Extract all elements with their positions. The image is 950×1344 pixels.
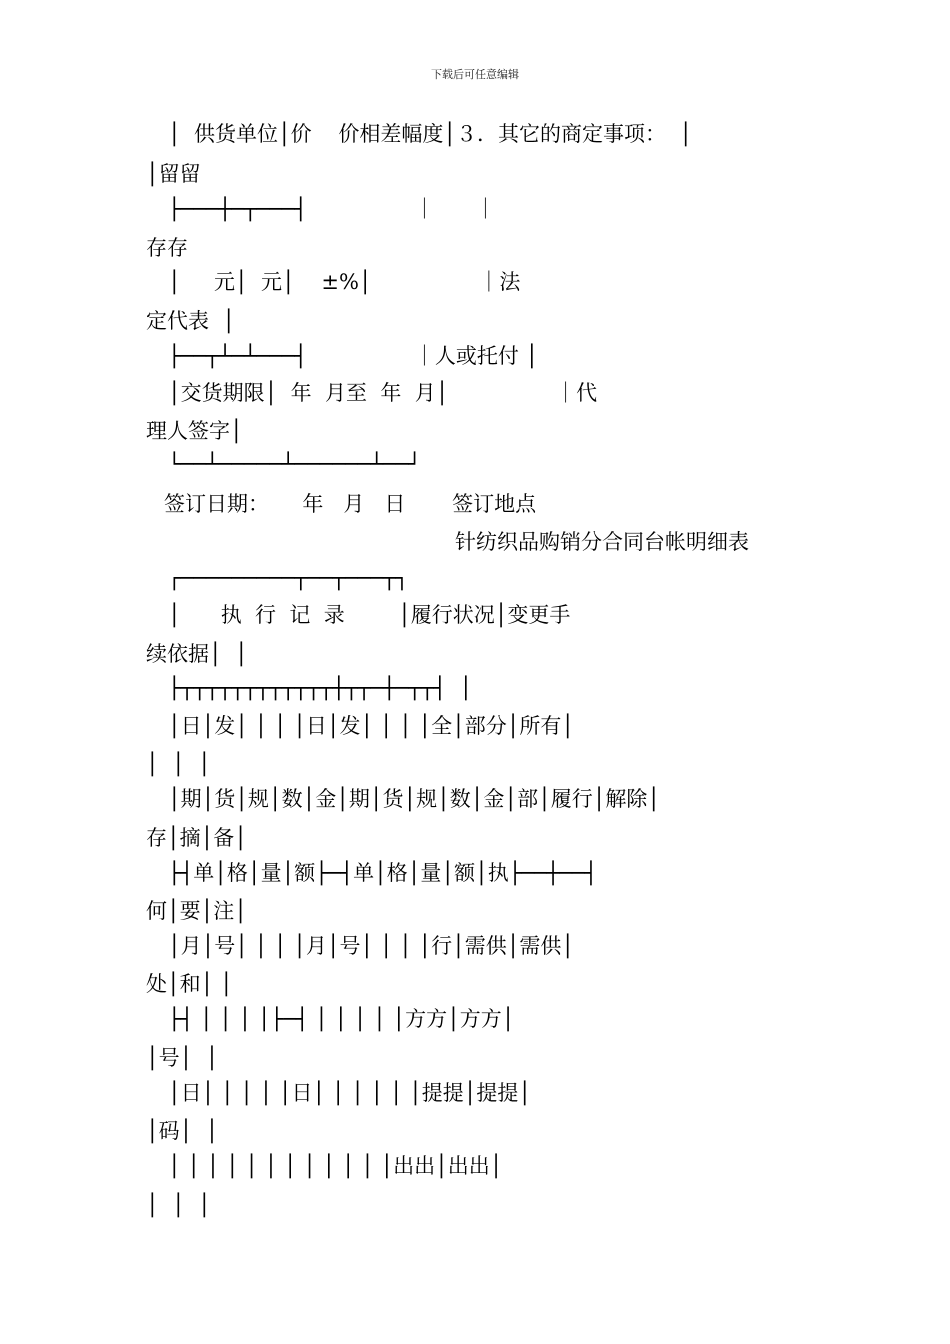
document-line: ├┬┬┬┬┬┬┬┬┬┬┬┬┼┬┬─┼─┬┬┤ │ xyxy=(168,676,473,700)
document-line: │日│ │ │ │ │日│ │ │ │ │ │提提│提提│ xyxy=(168,1081,532,1105)
document-line: 何│要│注│ xyxy=(146,899,247,923)
document-line: │交货期限│ 年 月至 年 月│ ｜代 xyxy=(168,381,598,405)
document-line: ┌─────────┬──┬───┬┐ xyxy=(168,566,409,590)
document-line: 存存 xyxy=(146,236,188,260)
document-line: │ 供货单位│价 价相差幅度│３．其它的商定事项： │ xyxy=(168,122,692,146)
document-line: 处│和│ │ xyxy=(146,972,233,996)
document-line: │期│货│规│数│金│期│货│规│数│金│部│履行│解除│ xyxy=(168,787,661,811)
document-line: │号│ │ xyxy=(146,1046,219,1070)
document-line: └──┴─────┴──────┴──┘ xyxy=(168,452,421,476)
document-line: │ 执 行 记 录 │履行状况│变更手 xyxy=(168,603,571,627)
document-line: 定代表 │ xyxy=(146,309,235,333)
document-line: │ │ │ xyxy=(146,1193,211,1217)
document-line: │ │ │ │ │ │ │ │ │ │ │ │出出│出出│ xyxy=(168,1154,503,1178)
document-line: │ │ │ xyxy=(146,752,211,776)
document-line: 签订日期： 年 月 日 签订地点 xyxy=(164,492,537,516)
document-line: 针纺织品购销分合同台帐明细表 xyxy=(455,530,749,554)
document-line: │月│号│ │ │ │月│号│ │ │ │行│需供│需供│ xyxy=(168,934,575,958)
document-line: ├───┼─┬───┤ ｜ ｜ xyxy=(168,197,496,221)
document-line: 存│摘│备│ xyxy=(146,826,247,850)
document-line: ├──┬┴─┴───┤ ｜人或托付 │ xyxy=(168,344,539,368)
document-line: │码│ │ xyxy=(146,1119,219,1143)
page-header: 下载后可任意编辑 xyxy=(431,68,519,81)
document-line: ├┤单│格│量│额├─┤单│格│量│额│执├──┼──┤ xyxy=(168,861,598,885)
document-line: │留留 xyxy=(146,162,201,186)
document-line: │日│发│ │ │ │日│发│ │ │ │全│部分│所有│ xyxy=(168,714,575,738)
document-line: 理人签字│ xyxy=(146,419,243,443)
document-line: ├┤ │ │ │ │├─┤ │ │ │ │ │方方│方方│ xyxy=(168,1007,515,1031)
document-line: │ 元│ 元│ ±%│ ｜法 xyxy=(168,270,521,294)
document-line: 续依据│ │ xyxy=(146,642,248,666)
